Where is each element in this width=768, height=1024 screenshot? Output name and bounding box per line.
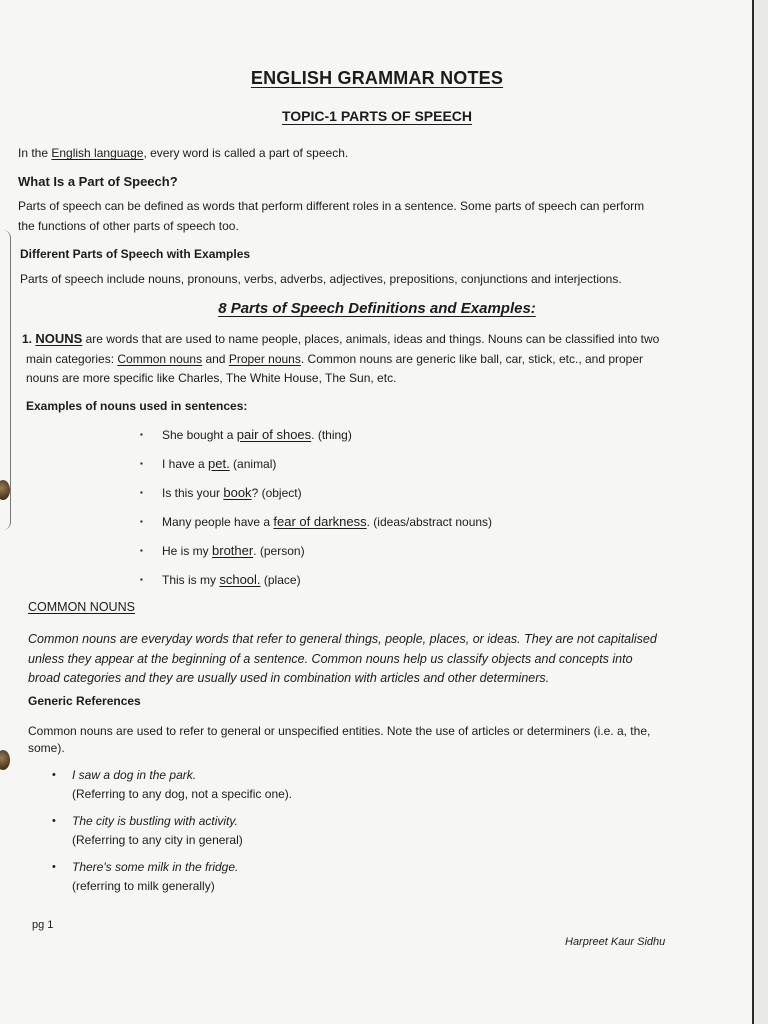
nouns-line-1: 1. NOUNS are words that are used to name people, places, animals, ideas and things. Nouns can be classified into two bbox=[22, 331, 660, 346]
nouns-line-2: main categories: Common nouns and Proper nouns. Common nouns are generic like ball, car, stick, etc., and proper bbox=[26, 352, 644, 366]
nouns-line-3: nouns are more specific like Charles, The White House, The Sun, etc. bbox=[26, 371, 397, 385]
nouns-term: NOUNS bbox=[35, 331, 83, 346]
generic-text-line-1: Common nouns are used to refer to general or unspecified entities. Note the use of articles or determiners (i.e. a, the, bbox=[28, 724, 651, 738]
list-item: ▪ Many people have a fear of darkness. (ideas/abstract nouns) bbox=[140, 514, 493, 529]
common-text-line-2: unless they appear at the beginning of a sentence. Common nouns help us classify objects and concepts into bbox=[28, 652, 633, 666]
topic-title: TOPIC-1 PARTS OF SPEECH bbox=[281, 108, 473, 124]
common-nouns-heading: COMMON NOUNS bbox=[28, 600, 135, 614]
list-item: • There's some milk in the fridge. bbox=[52, 860, 239, 874]
list-item: ▪ Is this your book? (object) bbox=[140, 485, 302, 500]
page-number: pg 1 bbox=[32, 919, 54, 931]
list-item-note: (Referring to any dog, not a specific one). bbox=[72, 787, 293, 801]
what-text-line-2: the functions of other parts of speech too. bbox=[18, 219, 239, 233]
what-heading: What Is a Part of Speech? bbox=[18, 174, 178, 189]
list-item: ▪ I have a pet. (animal) bbox=[140, 456, 277, 471]
generic-text-line-2: some). bbox=[28, 741, 65, 755]
intro-text: In the English language, every word is called a part of speech. bbox=[18, 146, 349, 160]
section-heading-8-parts: 8 Parts of Speech Definitions and Examples: bbox=[218, 300, 536, 317]
page-title: ENGLISH GRAMMAR NOTES bbox=[250, 68, 504, 88]
author-signature: Harpreet Kaur Sidhu bbox=[565, 936, 666, 948]
different-heading: Different Parts of Speech with Examples bbox=[20, 247, 251, 261]
list-item: ▪ This is my school. (place) bbox=[140, 572, 301, 587]
common-nouns-term: Common nouns bbox=[117, 352, 203, 366]
list-item-note: (Referring to any city in general) bbox=[72, 833, 243, 847]
list-item-note: (referring to milk generally) bbox=[72, 879, 215, 893]
proper-nouns-term: Proper nouns bbox=[228, 352, 301, 366]
list-item: ▪ He is my brother. (person) bbox=[140, 543, 305, 558]
list-item: ▪ She bought a pair of shoes. (thing) bbox=[140, 427, 352, 442]
different-text: Parts of speech include nouns, pronouns, verbs, adverbs, adjectives, prepositions, conjunctions and interjections. bbox=[20, 272, 622, 286]
common-text-line-1: Common nouns are everyday words that refer to general things, people, places, or ideas. They are not capitalised bbox=[28, 632, 657, 646]
binder-clip-lower bbox=[0, 750, 10, 770]
what-text-line-1: Parts of speech can be defined as words that perform different roles in a sentence. Some parts of speech can perform bbox=[18, 199, 645, 213]
list-item: • I saw a dog in the park. bbox=[52, 768, 197, 782]
list-item: • The city is bustling with activity. bbox=[52, 814, 238, 828]
common-text-line-3: broad categories and they are usually used in combination with articles and other determiners. bbox=[28, 671, 550, 685]
generic-heading: Generic References bbox=[28, 694, 141, 708]
examples-heading: Examples of nouns used in sentences: bbox=[26, 399, 248, 413]
english-language-link: English language bbox=[51, 146, 144, 160]
